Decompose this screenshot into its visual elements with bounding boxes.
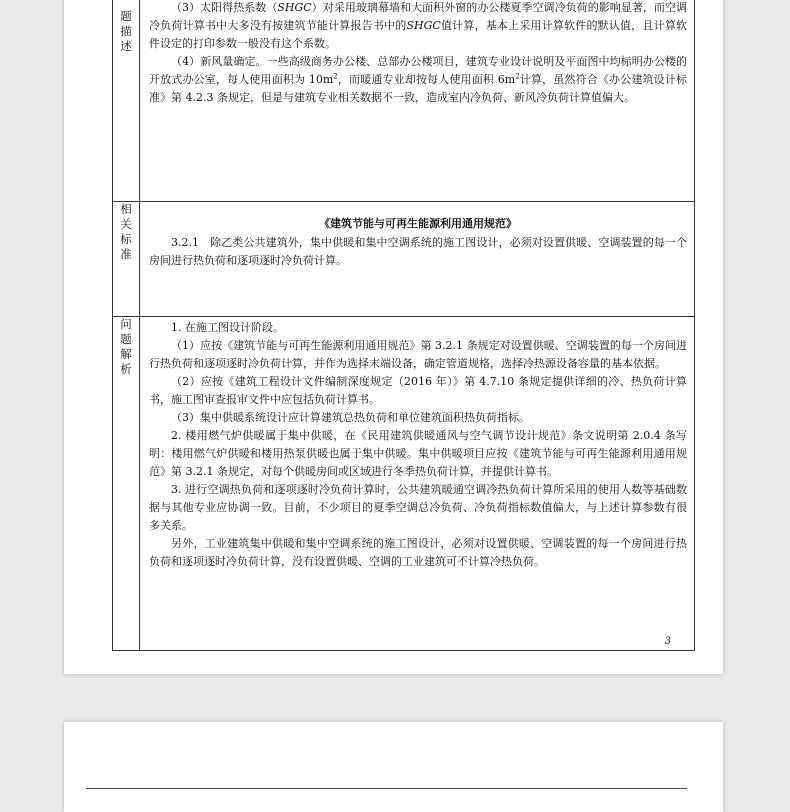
page-number: 3 (664, 636, 671, 647)
standard-clause: 3.2.1 除乙类公共建筑外，集中供暖和集中空调系统的施工图设计，必须对设置供暖、空调装置的每一个房间进行热负荷和逐项逐时冷负荷计算。 (149, 236, 687, 267)
paragraph: （1）应按《建筑节能与可再生能源利用通用规范》第 3.2.1 条规定对设置供暖、空调装置的每一个房间进行热负荷和逐项逐时冷负荷计算，并作为选择末端设备，确定管道规格，选择冷热源设备容量的基本依据。 (149, 339, 687, 370)
label-char: 问 (120, 317, 132, 331)
analysis-content (140, 317, 695, 651)
label-char: 解 (120, 347, 132, 361)
label-char: 描 (120, 24, 132, 38)
paragraph: （3）太阳得热系数（SHGC）对采用玻璃幕墙和大面积外窗的办公楼夏季空调冷负荷的影响显著，而空调冷负荷计算书中大多没有按建筑节能计算报告书中的SHGC值计算，基本上采用计算软件的默认值，且计算软件设定的打印参数一般没有这个系数。 (149, 1, 688, 50)
paragraph: 1. 在施工图设计阶段。 (171, 321, 284, 334)
issue-table (112, 0, 695, 651)
paragraph: （4）新风量确定。一些高级商务办公楼、总部办公楼项目，建筑专业设计说明及平面图中均标明办公楼的开放式办公室，每人使用面积为 $10m^2$，而暖通专业却按每人使用面积 $6m^2$计算，虽然符合《办公建筑设计标准》第 4.2.3 条规定，但是与建筑专业相关数据不一致，造成室内冷负荷、新风冷负荷计算值偏大。 (149, 55, 687, 104)
row-issue-analysis (113, 317, 695, 651)
label-char: 相 (120, 202, 132, 216)
next-page (64, 722, 723, 812)
label-char: 题 (120, 332, 132, 346)
table-top-border (86, 788, 687, 789)
row-issue-description (113, 0, 695, 202)
label-char: 标 (120, 232, 132, 246)
row-related-standards (113, 202, 695, 317)
label-analysis (113, 317, 140, 651)
label-description (113, 0, 140, 202)
paragraph: （2）应按《建筑工程设计文件编制深度规定（2016 年）》第 4.7.10 条规定提供详细的冷、热负荷计算书，施工图审查报审文件中应包括负荷计算书。 (149, 375, 687, 406)
description-content (140, 0, 695, 202)
paragraph: 2. 楼用燃气炉供暖属于集中供暖，在《民用建筑供暖通风与空气调节设计规范》条文说明第 2.0.4 条写明：楼用燃气炉供暖和楼用热泵供暖也属于集中供暖。集中供暖项目应按《建筑节能与可再生能源利用通用规范》第 3.2.1 条规定，对每个供暖房间或区域进行冬季热负荷计算，并提供计算书。 (149, 429, 687, 478)
paragraph: 另外，工业建筑集中供暖和集中空调系统的施工图设计，必须对设置供暖、空调装置的每一个房间进行热负荷和逐项逐时冷负荷计算，没有设置供暖、空调的工业建筑可不计算冷热负荷。 (149, 537, 687, 568)
paragraph: （3）集中供暖系统设计应计算建筑总热负荷和单位建筑面积热负荷指标。 (171, 411, 530, 424)
paragraph: 3. 进行空调热负荷和逐项逐时冷负荷计算时，公共建筑暖通空调冷热负荷计算所采用的使用人数等基础数据与其他专业应协调一致。目前，不少项目的夏季空调总冷负荷、冷负荷指标数值偏大，与上述计算参数有很多关系。 (149, 483, 687, 532)
label-char: 述 (120, 39, 132, 53)
label-char: 题 (120, 9, 132, 23)
standard-title: 《建筑节能与可再生能源利用通用规范》 (319, 217, 517, 230)
document-page (64, 0, 723, 674)
label-char: 析 (120, 362, 132, 376)
standards-content (140, 202, 695, 317)
label-char: 关 (120, 217, 132, 231)
label-char: 准 (120, 247, 132, 261)
label-standards (113, 202, 140, 317)
